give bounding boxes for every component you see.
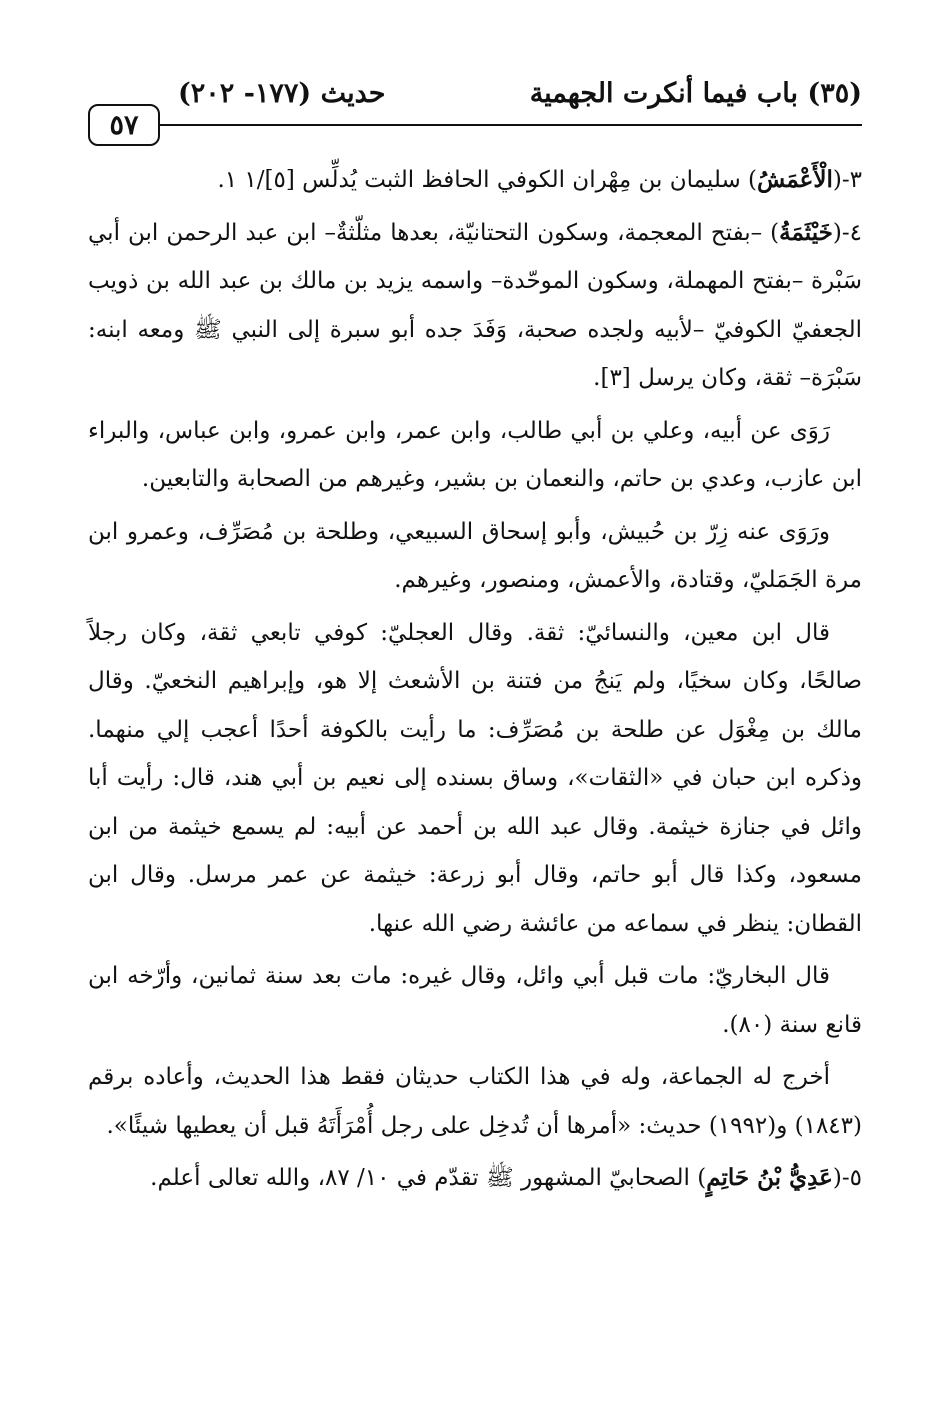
narrator-name: عَدِيُّ بْنُ حَاتِمٍ xyxy=(706,1164,833,1191)
item-number: ٣-( xyxy=(832,167,862,193)
paragraph-grading xyxy=(88,609,862,949)
page-number: ٥٧ xyxy=(88,104,160,146)
paragraph-death xyxy=(88,952,862,1049)
paragraph-text: قال ابن معين، والنسائيّ: ثقة. وقال العجليّ: كوفي تابعي ثقة، وكان رجلاً صالحًا، وكان سخيًا، ولم يَنجُ من فتنة بن الأشعث إلا هو، وإبراهيم النخعيّ. وقال مالك بن مِغْوَل عن طلحة بن مُصَرِّف: ما رأيت بالكوفة أحدًا أعجب إلي منهما. وذكره ابن حبان في «الثقات»، وساق بسنده إلى نعيم بن أبي هند، قال: رأيت أبا وائل في جنازة خيثمة. وقال عبد الله بن أحمد عن أبيه: لم يسمع خيثمة من ابن مسعود، وكذا قال أبو حاتم، وقال أبو زرعة: خيثمة عن عمر مرسل. وقال ابن القطان: ينظر في سماعه من عائشة رضي الله عنها. xyxy=(88,619,862,937)
paragraph-narrator-3 xyxy=(88,156,862,205)
header-rule xyxy=(158,124,862,126)
narrator-name: الْأَعْمَشُ xyxy=(757,166,833,193)
paragraph-text: أخرج له الجماعة، وله في هذا الكتاب حديثان فقط هذا الحديث، وأعاده برقم (١٨٤٣) و(١٩٩٢) حديث: «أمرها أن تُدخِل على رجل أُمْرَأَتَهُ قبل أن يعطيها شيئًا». xyxy=(88,1064,862,1139)
paragraph-text: قال البخاريّ: مات قبل أبي وائل، وقال غيره: مات بعد سنة ثمانين، وأرّخه ابن قانع سنة (٨٠). xyxy=(88,963,862,1038)
hadith-range: حديث (١٧٧- ٢٠٢) xyxy=(178,78,386,109)
paragraph-sources xyxy=(88,1053,862,1150)
item-number: ٤-( xyxy=(832,219,862,246)
narrator-name: خَيْثَمَةُ xyxy=(779,218,833,246)
paragraph-text: ) سليمان بن مِهْران الكوفي الحافظ الثبت يُدلِّس [٥]/١ ١. xyxy=(217,167,758,193)
paragraph-text: ) الصحابيّ المشهور ﷺ تقدّم في ١٠/ ٨٧، والله تعالى أعلم. xyxy=(150,1165,707,1191)
paragraph-text: ورَوَى عنه زِرّ بن حُبيش، وأبو إسحاق السبيعي، وطلحة بن مُصَرِّف، وعمرو ابن مرة الجَمَليّ، وقتادة، والأعمش، ومنصور، وغيرهم. xyxy=(88,518,862,593)
paragraph-narrator-4 xyxy=(88,209,862,403)
paragraph-narrated-from xyxy=(88,407,862,504)
item-number: ٥-( xyxy=(832,1165,862,1191)
paragraph-narrated-by xyxy=(88,508,862,605)
chapter-title: (٣٥) باب فيما أنكرت الجهمية xyxy=(529,78,862,109)
body-text xyxy=(88,156,862,1207)
paragraph-text: ) –بفتح المعجمة، وسكون التحتانيّة، بعدها مثلّثةٌ– ابن عبد الرحمن ابن أبي سَبْرة –بفتح المهملة، وسكون الموحّدة– واسمه يزيد بن مالك بن عبد الله بن ذويب الجعفيّ الكوفيّ –لأبيه ولجده صحبة، وَفَدَ جده أبو سبرة إلى النبي ﷺ ومعه ابنه: سَبْرَة– ثقة، وكان يرسل [٣]. xyxy=(88,219,862,391)
paragraph-narrator-5 xyxy=(88,1154,862,1203)
page-header xyxy=(88,78,862,148)
paragraph-text: رَوَى عن أبيه، وعلي بن أبي طالب، وابن عمر، وابن عمرو، وابن عباس، والبراء ابن عازب، وعدي بن حاتم، والنعمان بن بشير، وغيرهم من الصحابة والتابعين. xyxy=(88,417,862,492)
